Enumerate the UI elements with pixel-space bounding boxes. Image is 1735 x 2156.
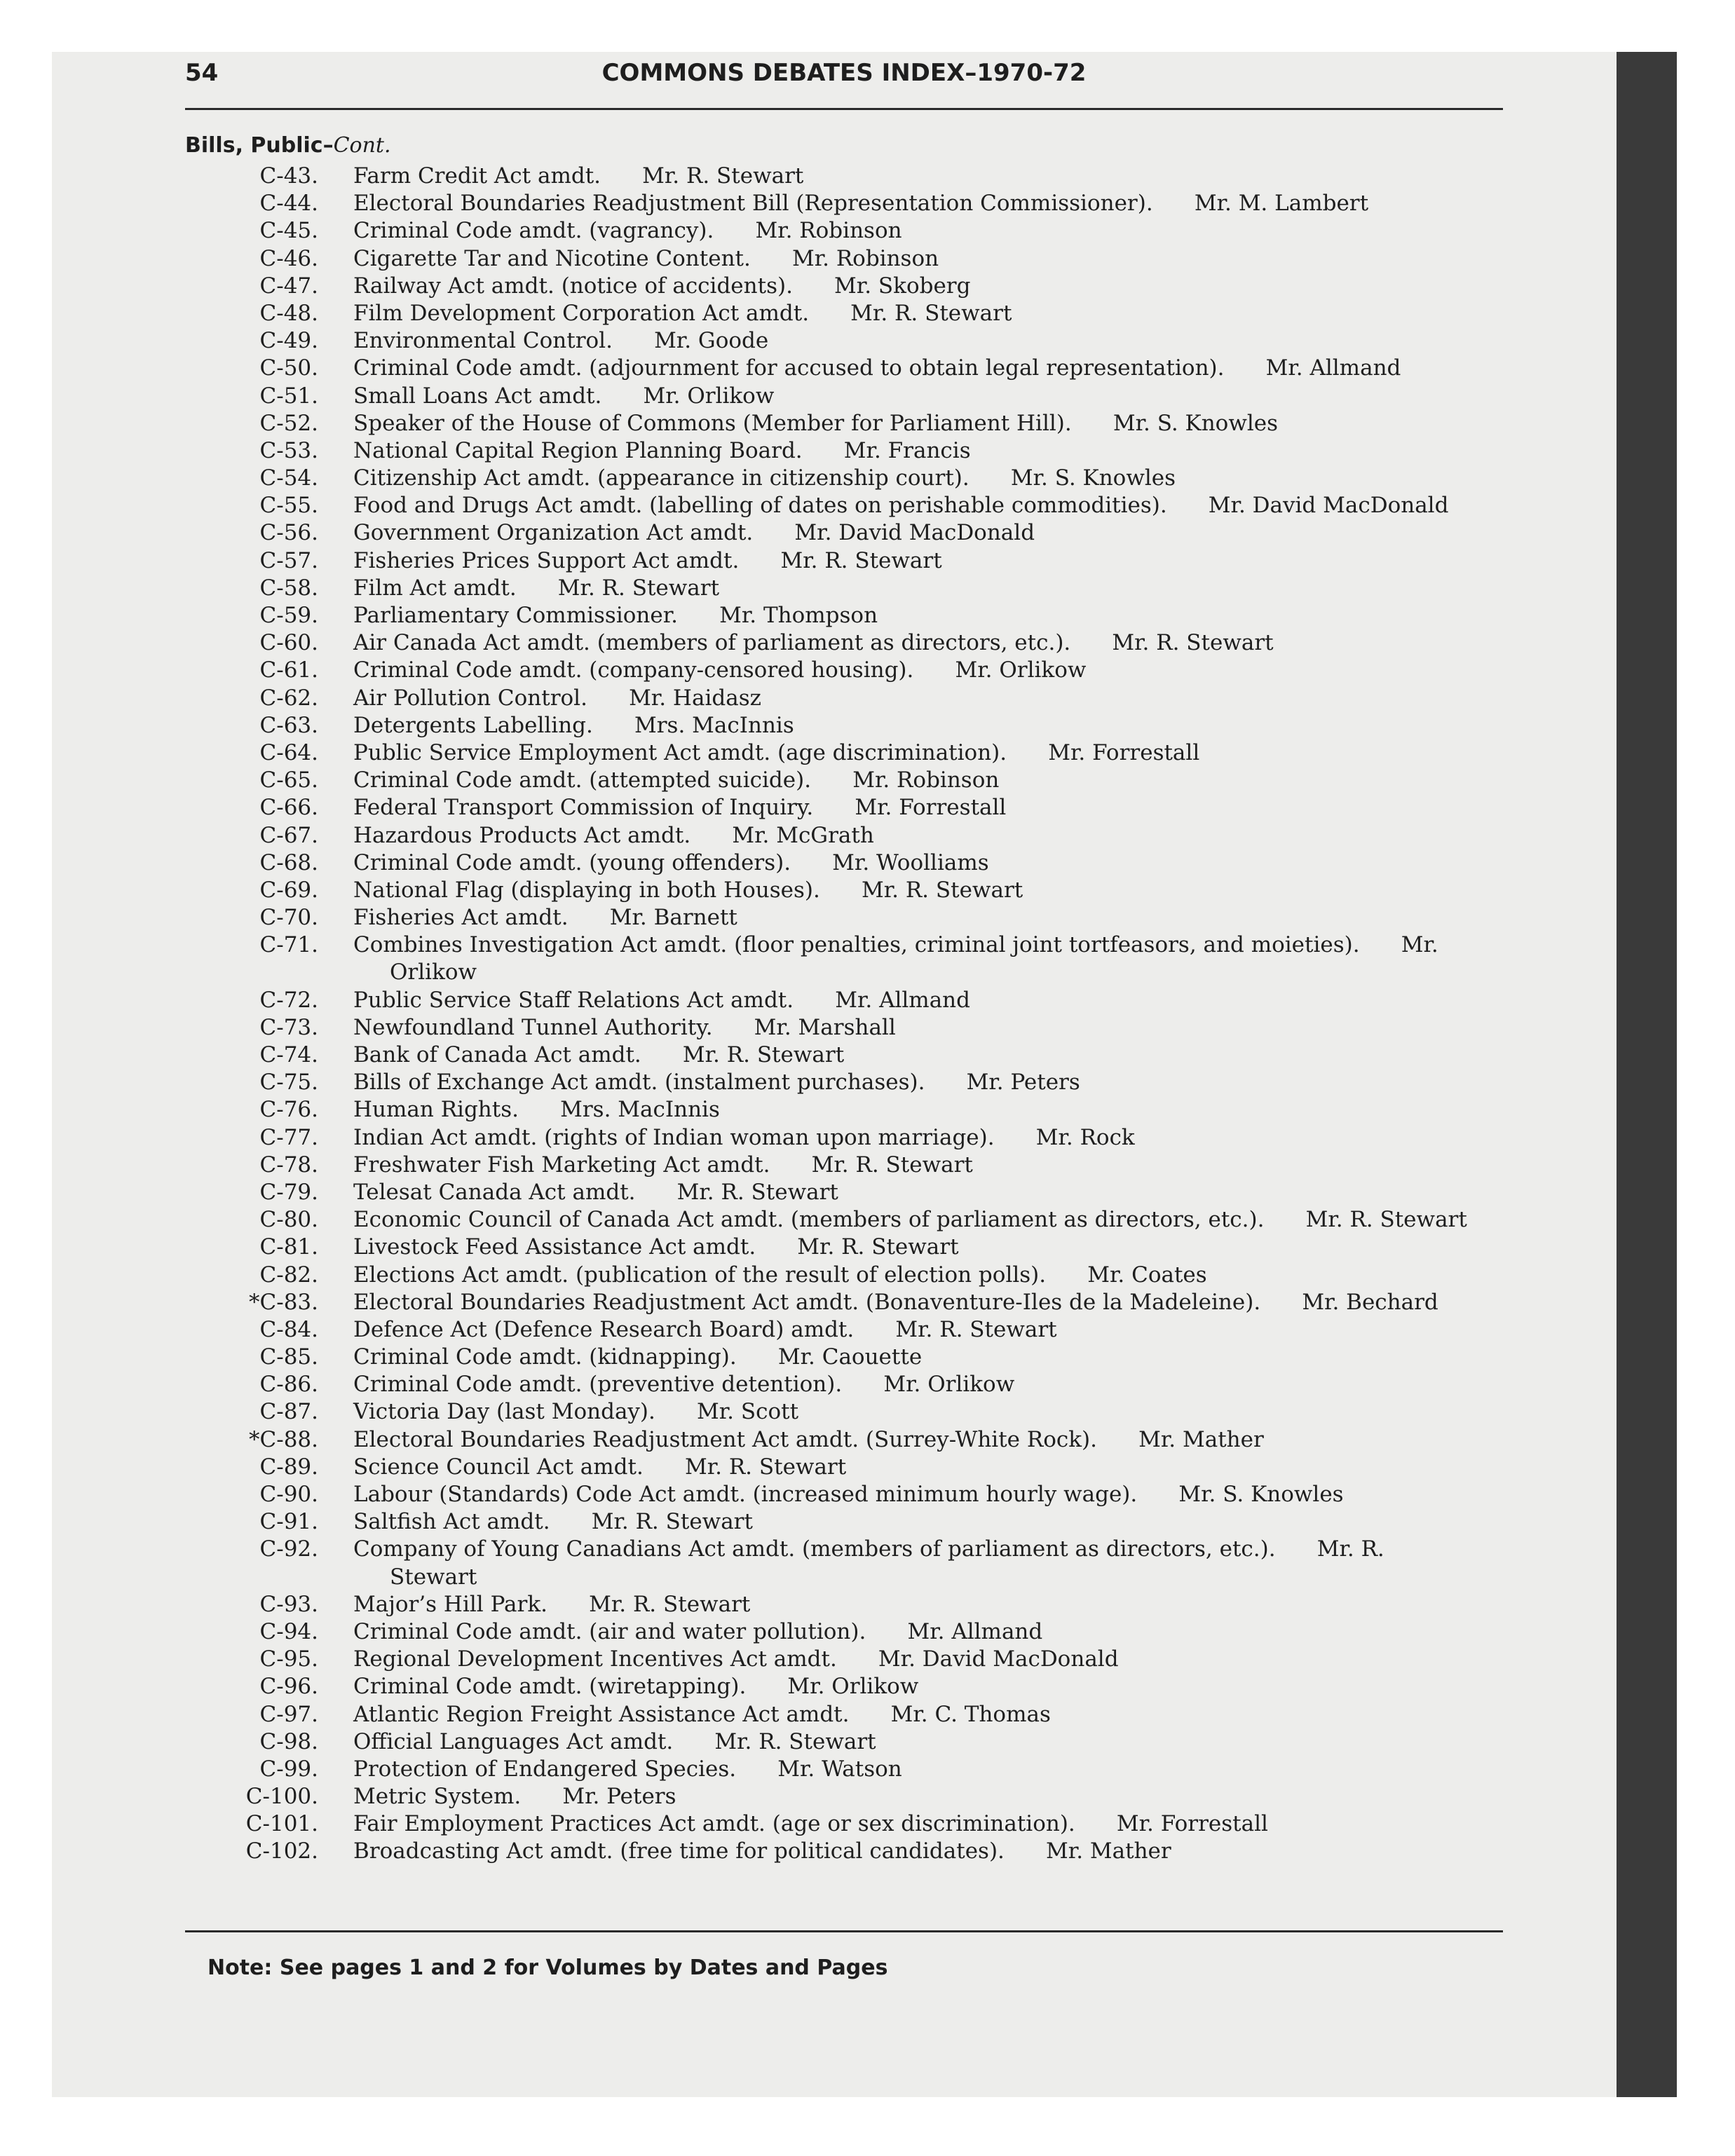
list-item [185,1398,1503,1426]
bill-number: C-50. [259,355,318,381]
bill-description-line: Criminal Code amdt. (company-censored housing). Mr. Orlikow [353,657,1087,683]
bill-description-line: Victoria Day (last Monday). Mr. Scott [353,1399,799,1425]
bill-description [353,410,1278,437]
bill-description-continuation: Orlikow [390,960,477,985]
bill-number: C-56. [259,520,318,546]
bill-description-line: Speaker of the House of Commons (Member for Parliament Hill). Mr. S. Knowles [353,410,1279,436]
list-item [185,437,1503,465]
bill-number: C-90. [259,1482,318,1508]
list-item [185,300,1503,327]
bill-description [353,519,1035,547]
bill-description [353,1618,1042,1646]
list-item [185,1426,1503,1454]
bill-description-continuation: Stewart [390,1564,477,1590]
bill-description-line: Electoral Boundaries Readjustment Act amdt. (Surrey-White Rock). Mr. Mather [353,1426,1264,1452]
bill-description [353,987,970,1014]
list-item [185,739,1503,767]
bill-description [353,1810,1268,1838]
bill-number: C-80. [259,1207,318,1233]
bill-number: *C-83. [249,1289,318,1315]
bill-description-line: Regional Development Incentives Act amdt. Mr. David MacDonald [353,1646,1119,1672]
bill-description [353,1152,973,1179]
bill-number: C-49. [259,328,318,354]
bill-description [353,1344,922,1371]
bill-description [353,1014,896,1042]
bill-description-line: Criminal Code amdt. (wiretapping). Mr. Orlikow [353,1674,919,1700]
bill-description-line: Film Act amdt. Mr. R. Stewart [353,575,720,601]
bill-number: C-81. [259,1234,318,1260]
bill-number: C-52. [259,410,318,436]
list-item [185,1591,1503,1618]
bill-description [353,629,1274,657]
bill-description-line: Criminal Code amdt. (kidnapping). Mr. Caouette [353,1344,923,1370]
bill-description [353,1838,1171,1865]
bill-description [353,822,874,850]
bill-description-line: Film Development Corporation Act amdt. Mr. R. Stewart [353,300,1012,326]
bill-number: C-67. [259,822,318,848]
bill-description-line: Cigarette Tar and Nicotine Content. Mr. Robinson [353,245,939,271]
list-item [185,987,1503,1014]
bill-description [353,850,989,877]
list-item [185,1206,1503,1234]
bill-description [353,575,719,602]
bill-description [353,904,737,932]
bill-description-line: Official Languages Act amdt. Mr. R. Stewart [353,1728,876,1754]
bill-description-line: Protection of Endangered Species. Mr. Watson [353,1756,902,1782]
bill-number: C-75. [259,1070,318,1096]
list-item [185,519,1503,547]
bill-description-line: Science Council Act amdt. Mr. R. Stewart [353,1454,847,1480]
bill-description [353,1454,846,1481]
bill-description-line: Labour (Standards) Code Act amdt. (increased minimum hourly wage). Mr. S. Knowles [353,1482,1344,1508]
bill-number: C-72. [259,987,318,1013]
bill-description [353,437,971,465]
bill-number: C-94. [259,1618,318,1644]
bill-description-line: Criminal Code amdt. (attempted suicide). Mr. Robinson [353,767,1000,793]
list-item [185,877,1503,904]
list-item [185,1234,1503,1261]
bill-description [353,932,1661,986]
bill-description-line: Farm Credit Act amdt. Mr. R. Stewart [353,163,804,189]
bill-description-line: Criminal Code amdt. (preventive detention). Mr. Orlikow [353,1372,1015,1398]
list-item [185,163,1503,190]
bill-description [353,1701,1051,1728]
bill-number: C-51. [259,383,318,409]
bill-number: C-86. [259,1372,318,1398]
bill-number: C-64. [259,739,318,765]
bill-number: C-96. [259,1674,318,1700]
bill-description-line: Hazardous Products Act amdt. Mr. McGrath [353,822,874,848]
list-item [185,1646,1503,1673]
bill-description-line: Railway Act amdt. (notice of accidents). Mr. Skoberg [353,273,971,299]
bill-description [353,1536,1661,1590]
list-item [185,1728,1503,1756]
bill-number: C-69. [259,877,318,903]
bill-description-line: Public Service Staff Relations Act amdt. Mr. Allmand [353,987,970,1013]
bill-description [353,1124,1135,1152]
bill-description-line: Atlantic Region Freight Assistance Act amdt. Mr. C. Thomas [353,1701,1051,1727]
list-item [185,1289,1503,1316]
list-item [185,1454,1503,1481]
list-item [185,629,1503,657]
list-item [185,1673,1503,1700]
bill-number: C-98. [259,1728,318,1754]
bill-description-line: Major’s Hill Park. Mr. R. Stewart [353,1591,751,1617]
list-item [185,1838,1503,1865]
section-heading-continued: Cont. [333,133,391,158]
bill-description [353,245,939,273]
list-item [185,1536,1503,1590]
bill-number: C-93. [259,1591,318,1617]
list-item [185,1124,1503,1152]
bill-number: C-45. [259,218,318,244]
bill-number: C-101. [245,1811,318,1837]
bill-description-line: Electoral Boundaries Readjustment Bill (Representation Commissioner). Mr. M. Lambert [353,191,1369,217]
bill-number: C-48. [259,300,318,326]
bill-description [353,657,1086,684]
list-item [185,1042,1503,1069]
page-number: 54 [185,59,219,87]
bill-number: C-65. [259,767,318,793]
bill-number: C-44. [259,191,318,217]
bill-entry-list [185,163,1503,1866]
bill-description-line: Freshwater Fish Marketing Act amdt. Mr. R. Stewart [353,1152,973,1178]
bill-description-line: Livestock Feed Assistance Act amdt. Mr. R. Stewart [353,1234,959,1260]
bill-description [353,685,761,712]
list-item [185,932,1503,986]
bill-description-line: Newfoundland Tunnel Authority. Mr. Marshall [353,1014,896,1040]
bill-number: C-62. [259,685,318,711]
bill-number: C-47. [259,273,318,299]
list-item [185,1371,1503,1398]
bill-description-line: Food and Drugs Act amdt. (labelling of dates on perishable commodities). Mr. David MacDonald [353,493,1449,519]
bill-description-line: Fisheries Act amdt. Mr. Barnett [353,905,737,931]
bill-description [353,327,768,355]
bill-description-line: Citizenship Act amdt. (appearance in citizenship court). Mr. S. Knowles [353,465,1176,491]
bill-description [353,190,1368,217]
list-item [185,850,1503,877]
bill-number: C-60. [259,630,318,656]
list-item [185,904,1503,932]
bill-description-line: Broadcasting Act amdt. (free time for political candidates). Mr. Mather [353,1838,1171,1864]
bill-description [353,1398,798,1426]
bill-description [353,1262,1207,1289]
bill-description-line: Indian Act amdt. (rights of Indian woman upon marriage). Mr. Rock [353,1124,1135,1150]
section-heading [185,133,391,158]
bill-description [353,492,1448,519]
bill-number: C-55. [259,493,318,519]
bill-description-line: National Flag (displaying in both Houses). Mr. R. Stewart [353,877,1023,903]
running-title: COMMONS DEBATES INDEX–1970-72 [601,59,1087,87]
bill-description [353,1591,750,1618]
list-item [185,492,1503,519]
bill-description-line: Federal Transport Commission of Inquiry. Mr. Forrestall [353,795,1007,821]
bill-description-line: Human Rights. Mrs. MacInnis [353,1097,720,1123]
bill-number: C-43. [259,163,318,189]
bill-description-line: Metric System. Mr. Peters [353,1784,676,1810]
bill-description [353,1042,844,1069]
section-heading-label: Bills, Public– [185,133,334,158]
bill-description [353,300,1012,327]
list-item [185,712,1503,739]
bill-description [353,1289,1438,1316]
list-item [185,1701,1503,1728]
bill-number: C-68. [259,850,318,875]
bill-description [353,1783,676,1810]
bill-description [353,547,942,575]
bill-description-line: National Capital Region Planning Board. Mr. Francis [353,437,971,463]
list-item [185,1810,1503,1838]
bill-description-line: Criminal Code amdt. (young offenders). Mr. Woolliams [353,850,989,875]
list-item [185,273,1503,300]
bill-description-line: Defence Act (Defence Research Board) amdt. Mr. R. Stewart [353,1316,1057,1342]
bill-description [353,217,902,245]
list-item [185,245,1503,273]
scanned-margin-band [1617,52,1677,2097]
list-item [185,1481,1503,1508]
list-item [185,1096,1503,1124]
bill-description [353,355,1401,382]
bill-number: C-76. [259,1097,318,1123]
bill-description [353,1206,1467,1234]
list-item [185,767,1503,794]
list-item [185,794,1503,821]
bill-number: C-63. [259,712,318,738]
bill-description [353,1756,902,1783]
bill-description [353,465,1176,492]
bill-description [353,1481,1344,1508]
bill-description-line: Economic Council of Canada Act amdt. (members of parliament as directors, etc.). Mr. R. Stewart [353,1207,1467,1233]
bill-description [353,1426,1264,1454]
footer-note: Note: See pages 1 and 2 for Volumes by Dates and Pages [207,1956,888,1980]
list-item [185,327,1503,355]
footer-rule [185,1930,1503,1932]
bill-description-line: Electoral Boundaries Readjustment Act amdt. (Bonaventure-Iles de la Madeleine). Mr. Bechard [353,1289,1438,1315]
bill-description [353,1096,720,1124]
bill-description-line: Small Loans Act amdt. Mr. Orlikow [353,383,775,409]
bill-description [353,1673,918,1700]
bill-description [353,602,878,629]
bill-description [353,383,774,410]
bill-description-line: Parliamentary Commissioner. Mr. Thompson [353,603,878,628]
bill-description-line: Criminal Code amdt. (air and water pollution). Mr. Allmand [353,1618,1043,1644]
bill-number: C-58. [259,575,318,601]
bill-number: C-79. [259,1179,318,1205]
bill-number: C-102. [245,1838,318,1864]
list-item [185,1316,1503,1344]
bill-description [353,877,1023,904]
list-item [185,1152,1503,1179]
bill-number: C-46. [259,245,318,271]
header-rule [185,108,1503,110]
list-item [185,685,1503,712]
list-item [185,1756,1503,1783]
list-item [185,465,1503,492]
list-item [185,1179,1503,1206]
bill-number: C-73. [259,1014,318,1040]
bill-number: C-87. [259,1399,318,1425]
bill-description-line: Bills of Exchange Act amdt. (instalment purchases). Mr. Peters [353,1070,1080,1096]
bill-number: C-77. [259,1124,318,1150]
list-item [185,1344,1503,1371]
bill-description-line: Government Organization Act amdt. Mr. David MacDonald [353,520,1035,546]
bill-number: C-100. [245,1784,318,1810]
bill-number: C-74. [259,1042,318,1068]
bill-number: C-70. [259,905,318,931]
bill-number: C-95. [259,1646,318,1672]
bill-number: C-53. [259,437,318,463]
bill-number: C-85. [259,1344,318,1370]
list-item [185,355,1503,382]
bill-number: C-97. [259,1701,318,1727]
bill-description-line: Environmental Control. Mr. Goode [353,328,769,354]
list-item [185,547,1503,575]
list-item [185,1014,1503,1042]
bill-description [353,1069,1080,1096]
list-item [185,1618,1503,1646]
list-item [185,1508,1503,1536]
bill-description [353,1316,1057,1344]
bill-description [353,767,999,794]
list-item [185,822,1503,850]
bill-description-line: Bank of Canada Act amdt. Mr. R. Stewart [353,1042,845,1068]
bill-description-line: Saltfish Act amdt. Mr. R. Stewart [353,1509,753,1535]
bill-description [353,273,970,300]
bill-number: C-66. [259,795,318,821]
list-item [185,383,1503,410]
bill-number: C-78. [259,1152,318,1178]
list-item [185,190,1503,217]
bill-description [353,739,1199,767]
bill-description-line: Criminal Code amdt. (adjournment for accused to obtain legal representation). Mr. Allmand [353,355,1401,381]
bill-description-line: Combines Investigation Act amdt. (floor penalties, criminal joint tortfeasors, and moieties). Mr. [353,932,1438,958]
bill-number: C-71. [259,932,318,958]
bill-number: C-61. [259,657,318,683]
bill-description-line: Public Service Employment Act amdt. (age discrimination). Mr. Forrestall [353,739,1200,765]
bill-description [353,1508,753,1536]
bill-description-line: Company of Young Canadians Act amdt. (members of parliament as directors, etc.). Mr. R. [353,1536,1384,1562]
bill-description [353,712,794,739]
bill-description-line: Telesat Canada Act amdt. Mr. R. Stewart [353,1179,838,1205]
bill-description-line: Elections Act amdt. (publication of the result of election polls). Mr. Coates [353,1262,1207,1288]
bill-description-line: Air Pollution Control. Mr. Haidasz [353,685,761,711]
bill-description-line: Fisheries Prices Support Act amdt. Mr. R. Stewart [353,547,942,573]
bill-description [353,794,1006,821]
bill-description [353,1728,876,1756]
list-item [185,1783,1503,1810]
bill-number: C-99. [259,1756,318,1782]
bill-description-line: Criminal Code amdt. (vagrancy). Mr. Robinson [353,218,902,244]
bill-description-line: Air Canada Act amdt. (members of parliament as directors, etc.). Mr. R. Stewart [353,630,1274,656]
bill-description-line: Fair Employment Practices Act amdt. (age or sex discrimination). Mr. Forrestall [353,1811,1268,1837]
list-item [185,657,1503,684]
bill-description-line: Detergents Labelling. Mrs. MacInnis [353,712,794,738]
list-item [185,602,1503,629]
page-header [185,59,1503,101]
bill-description [353,1179,838,1206]
bill-number: C-84. [259,1316,318,1342]
bill-description [353,1371,1014,1398]
list-item [185,217,1503,245]
bill-description [353,163,803,190]
list-item [185,1069,1503,1096]
bill-number: C-59. [259,603,318,628]
bill-description [353,1234,959,1261]
list-item [185,410,1503,437]
bill-number: *C-88. [249,1426,318,1452]
bill-number: C-57. [259,547,318,573]
list-item [185,1262,1503,1289]
list-item [185,575,1503,602]
bill-description [353,1646,1119,1673]
bill-number: C-91. [259,1509,318,1535]
bill-number: C-89. [259,1454,318,1480]
bill-number: C-92. [259,1536,318,1562]
bill-number: C-82. [259,1262,318,1288]
bill-number: C-54. [259,465,318,491]
